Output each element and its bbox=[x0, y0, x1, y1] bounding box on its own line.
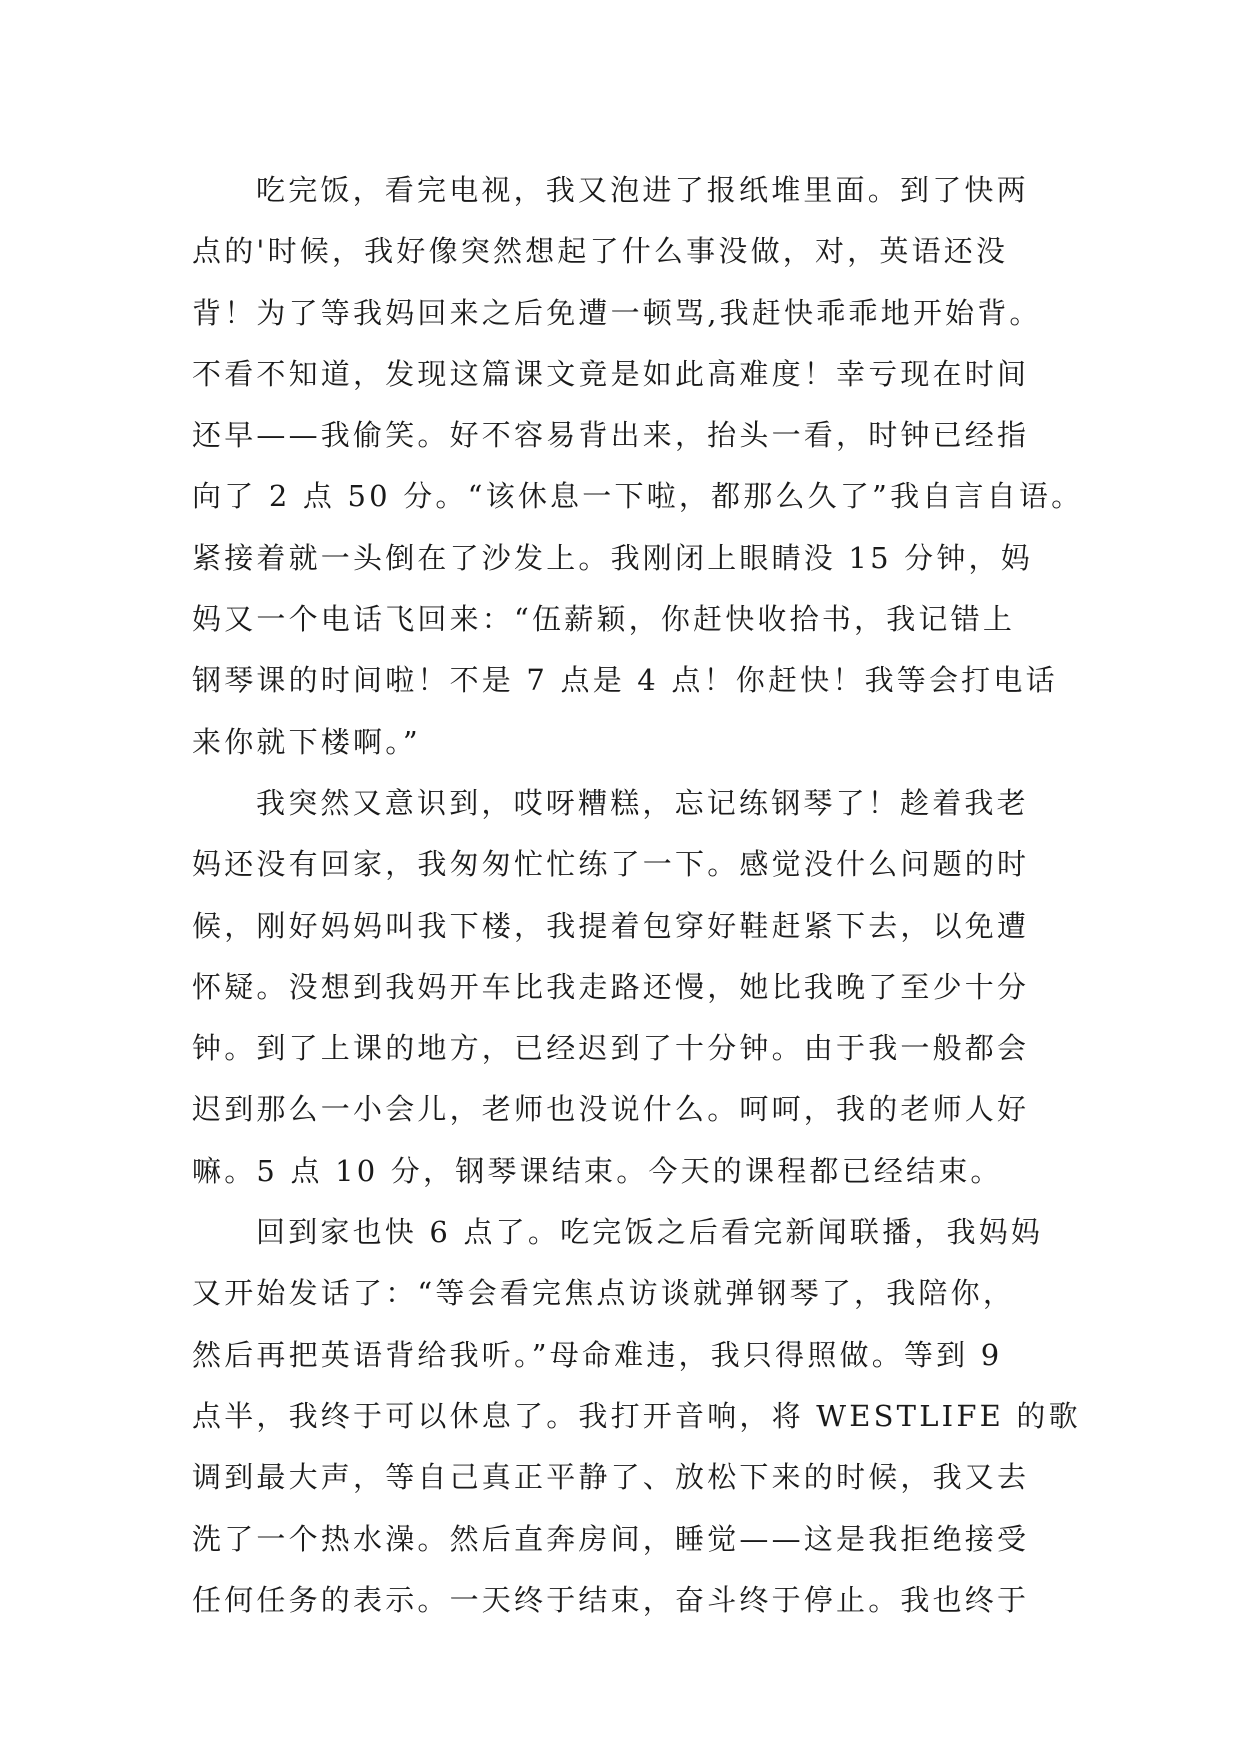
text-line: 点半，我终于可以休息了。我打开音响，将 WESTLIFE 的歌 bbox=[192, 1398, 1081, 1433]
text-line: 向了 2 点 50 分。“该休息一下啦，都那么久了”我自言自语。 bbox=[192, 479, 1084, 514]
text-line: 钟。到了上课的地方，已经迟到了十分钟。由于我一般都会 bbox=[192, 1031, 1030, 1066]
text-line: 任何任务的表示。一天终于结束，奋斗终于停止。我也终于 bbox=[192, 1582, 1030, 1617]
text-line: 来你就下楼啊。” bbox=[192, 724, 421, 759]
text-line: 我突然又意识到，哎呀糟糕，忘记练钢琴了！趁着我老 bbox=[256, 785, 1029, 820]
text-line: 妈又一个电话飞回来：“伍薪颖，你赶快收拾书，我记错上 bbox=[192, 602, 1016, 637]
body-text bbox=[192, 160, 1092, 1631]
text-line: 怀疑。没想到我妈开车比我走路还慢，她比我晚了至少十分 bbox=[192, 969, 1030, 1004]
text-line: 妈还没有回家，我匆匆忙忙练了一下。感觉没什么问题的时 bbox=[192, 847, 1030, 882]
text-line: 回到家也快 6 点了。吃完饭之后看完新闻联播，我妈妈 bbox=[256, 1215, 1044, 1250]
text-line: 又开始发话了：“等会看完焦点访谈就弹钢琴了，我陪你， bbox=[192, 1276, 1016, 1311]
text-line: 调到最大声，等自己真正平静了、放松下来的时候，我又去 bbox=[192, 1460, 1030, 1495]
text-line: 钢琴课的时间啦！不是 7 点是 4 点！你赶快！我等会打电话 bbox=[192, 663, 1058, 698]
text-line: 紧接着就一头倒在了沙发上。我刚闭上眼睛没 15 分钟，妈 bbox=[192, 540, 1033, 575]
text-line: 背！为了等我妈回来之后免遭一顿骂,我赶快乖乖地开始背。 bbox=[192, 295, 1042, 330]
text-line: 不看不知道，发现这篇课文竟是如此高难度！幸亏现在时间 bbox=[192, 356, 1030, 391]
text-line: 吃完饭，看完电视，我又泡进了报纸堆里面。到了快两 bbox=[256, 173, 1029, 207]
text-line: 嘛。5 点 10 分，钢琴课结束。今天的课程都已经结束。 bbox=[192, 1153, 1003, 1188]
text-line: 洗了一个热水澡。然后直奔房间，睡觉——这是我拒绝接受 bbox=[192, 1521, 1030, 1556]
text-line: 迟到那么一小会儿，老师也没说什么。呵呵，我的老师人好 bbox=[192, 1092, 1030, 1127]
text-line: 候，刚好妈妈叫我下楼，我提着包穿好鞋赶紧下去，以免遭 bbox=[192, 908, 1030, 943]
text-line: 还早——我偷笑。好不容易背出来，抬头一看，时钟已经指 bbox=[192, 418, 1030, 453]
text-line: 点的'时候，我好像突然想起了什么事没做，对，英语还没 bbox=[192, 234, 1009, 269]
text-line: 然后再把英语背给我听。”母命难违，我只得照做。等到 9 bbox=[192, 1337, 1003, 1372]
